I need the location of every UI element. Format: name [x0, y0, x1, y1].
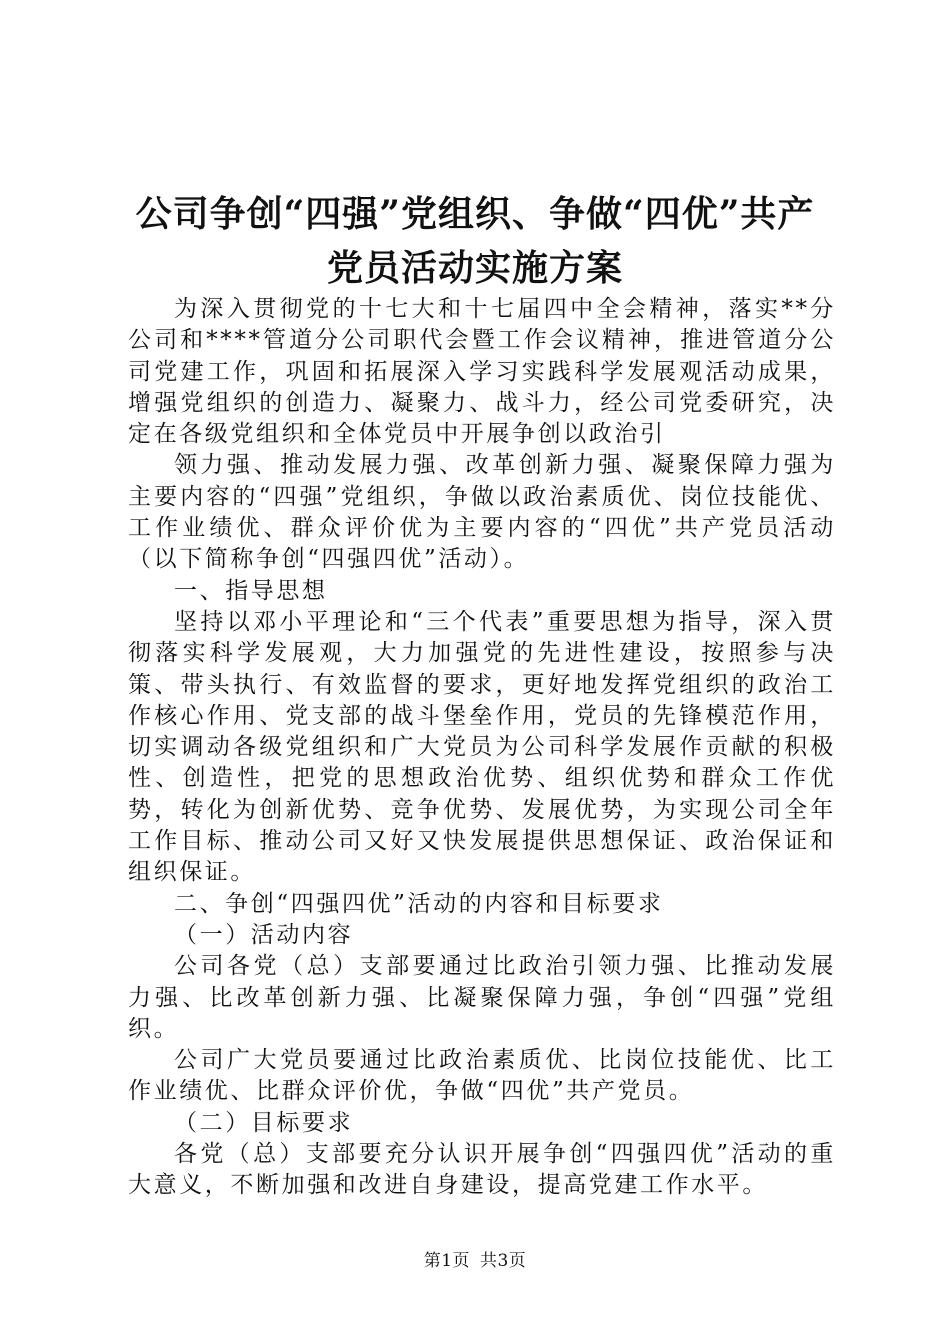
- page-number: 第1页: [423, 1251, 471, 1271]
- document-body: [128, 294, 836, 1202]
- document-title-line-2: 党员活动实施方案: [326, 247, 623, 289]
- page-footer: [0, 1246, 950, 1271]
- subsection-heading-activity-content: （一）活动内容: [174, 921, 354, 948]
- paragraph-branch-goals: 公司各党（总）支部要通过比政治引领力强、比推动发展力强、比改革创新力强、比凝聚保障力强，争创“四强”党组织。: [128, 953, 836, 1042]
- document-title-line-1: 公司争创“四强”党组织、争做“四优”共产: [135, 193, 815, 235]
- page-total: 共3页: [479, 1251, 527, 1271]
- paragraph-intro: 为深入贯彻党的十七大和十七届四中全会精神，落实**分公司和****管道分公司职代会暨工作会议精神，推进管道分公司党建工作，巩固和拓展深入学习实践科学发展观活动成果，增强党组织的创造力、凝聚力、战斗力，经公司党委研究，决定在各级党组织和全体党员中开展争创以政治引: [128, 296, 836, 448]
- paragraph-member-goals: 公司广大党员要通过比政治素质优、比岗位技能优、比工作业绩优、比群众评价优，争做“四优”共产党员。: [128, 1047, 836, 1105]
- paragraph-target-requirements: 各党（总）支部要充分认识开展争创“四强四优”活动的重大意义，不断加强和改进自身建设，提高党建工作水平。: [128, 1141, 836, 1199]
- subsection-heading-target-requirements: （二）目标要求: [174, 1109, 354, 1136]
- section-heading-guiding-thought: 一、指导思想: [174, 577, 328, 604]
- paragraph-intro-continued: 领力强、推动发展力强、改革创新力强、凝聚保障力强为主要内容的“四强”党组织，争做以政治素质优、岗位技能优、工作业绩优、群众评价优为主要内容的“四优”共产党员活动（以下简称争创“四强四优”活动）。: [128, 452, 836, 573]
- paragraph-guiding-thought: 坚持以邓小平理论和“三个代表”重要思想为指导，深入贯彻落实科学发展观，大力加强党的先进性建设，按照参与决策、带头执行、有效监督的要求，更好地发挥党组织的政治工作核心作用、党支部的战斗堡垒作用，党员的先锋模范作用，切实调动各级党组织和广大党员为公司科学发展作贡献的积极性、创造性，把党的思想政治优势、组织优势和群众工作优势，转化为创新优势、竞争优势、发展优势，为实现公司全年工作目标、推动公司又好又快发展提供思想保证、政治保证和组织保证。: [128, 608, 836, 886]
- section-heading-content-and-goals: 二、争创“四强四优”活动的内容和目标要求: [174, 890, 664, 917]
